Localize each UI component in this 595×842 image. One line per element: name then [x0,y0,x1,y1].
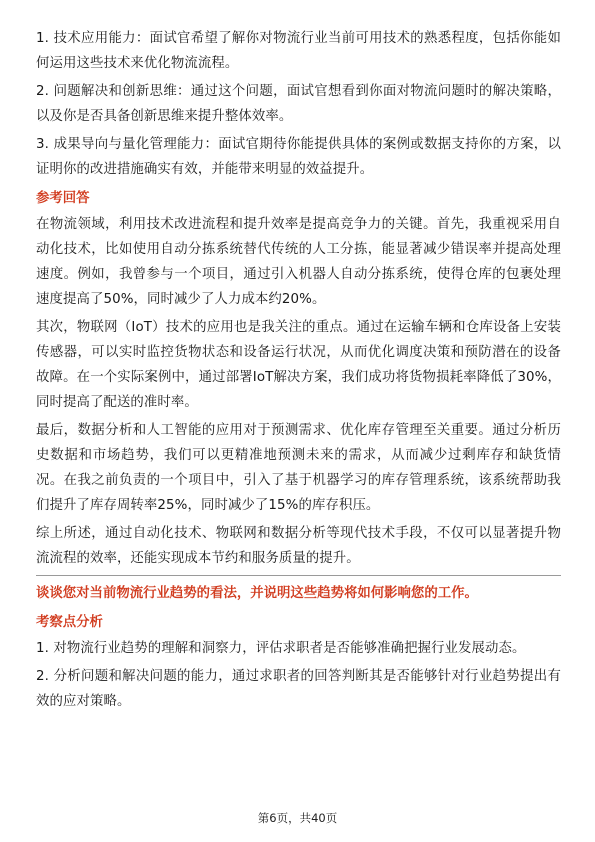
analysis-point-list [36,636,561,714]
document-page [36,26,561,717]
answer-paragraph: 其次，物联网（IoT）技术的应用也是我关注的重点。通过在运输车辆和仓库设备上安装传感器，可以实时监控货物状态和设备运行状况，从而优化调度决策和预防潜在的设备故障。在一个实际案例中，通过部署IoT解决方案，我们成功将货物损耗率降低了30%，同时提高了配送的准时率。 [36,320,561,410]
intro-point-list [36,26,561,182]
reference-answer-body [36,212,561,571]
analysis-heading: 考察点分析 [36,615,103,630]
analysis-point: 2. 分析问题和解决问题的能力，通过求职者的回答判断其是否能够针对行业趋势提出有效的应对策略。 [36,669,561,709]
analysis-point: 1. 对物流行业趋势的理解和洞察力，评估求职者是否能够准确把握行业发展动态。 [36,641,526,656]
intro-point: 2. 问题解决和创新思维：通过这个问题，面试官想看到你面对物流问题时的解决策略，以及你是否具备创新思维来提升整体效率。 [36,84,561,124]
answer-paragraph: 最后，数据分析和人工智能的应用对于预测需求、优化库存管理至关重要。通过分析历史数据和市场趋势，我们可以更精准地预测未来的需求，从而减少过剩库存和缺货情况。在我之前负责的一个项目中，引入了基于机器学习的库存管理系统，该系统帮助我们提升了库存周转率25%，同时减少了15%的库存积压。 [36,423,561,513]
interview-question: 谈谈您对当前物流行业趋势的看法，并说明这些趋势将如何影响您的工作。 [36,586,478,601]
page-number: 第6页，共40页 [257,811,338,825]
reference-answer-heading: 参考回答 [36,191,90,206]
intro-point: 3. 成果导向与量化管理能力：面试官期待你能提供具体的案例或数据支持你的方案，以证明你的改进措施确实有效，并能带来明显的效益提升。 [36,137,561,177]
section-divider [36,575,561,576]
answer-paragraph: 综上所述，通过自动化技术、物联网和数据分析等现代技术手段，不仅可以显著提升物流流程的效率，还能实现成本节约和服务质量的提升。 [36,526,561,566]
intro-point: 1. 技术应用能力：面试官希望了解你对物流行业当前可用技术的熟悉程度，包括你能如何运用这些技术来优化物流流程。 [36,31,561,71]
answer-paragraph: 在物流领域，利用技术改进流程和提升效率是提高竞争力的关键。首先，我重视采用自动化技术，比如使用自动分拣系统替代传统的人工分拣，能显著减少错误率并提高处理速度。例如，我曾参与一个项目，通过引入机器人自动分拣系统，使得仓库的包裹处理速度提高了50%，同时减少了人力成本约20%。 [36,217,561,307]
